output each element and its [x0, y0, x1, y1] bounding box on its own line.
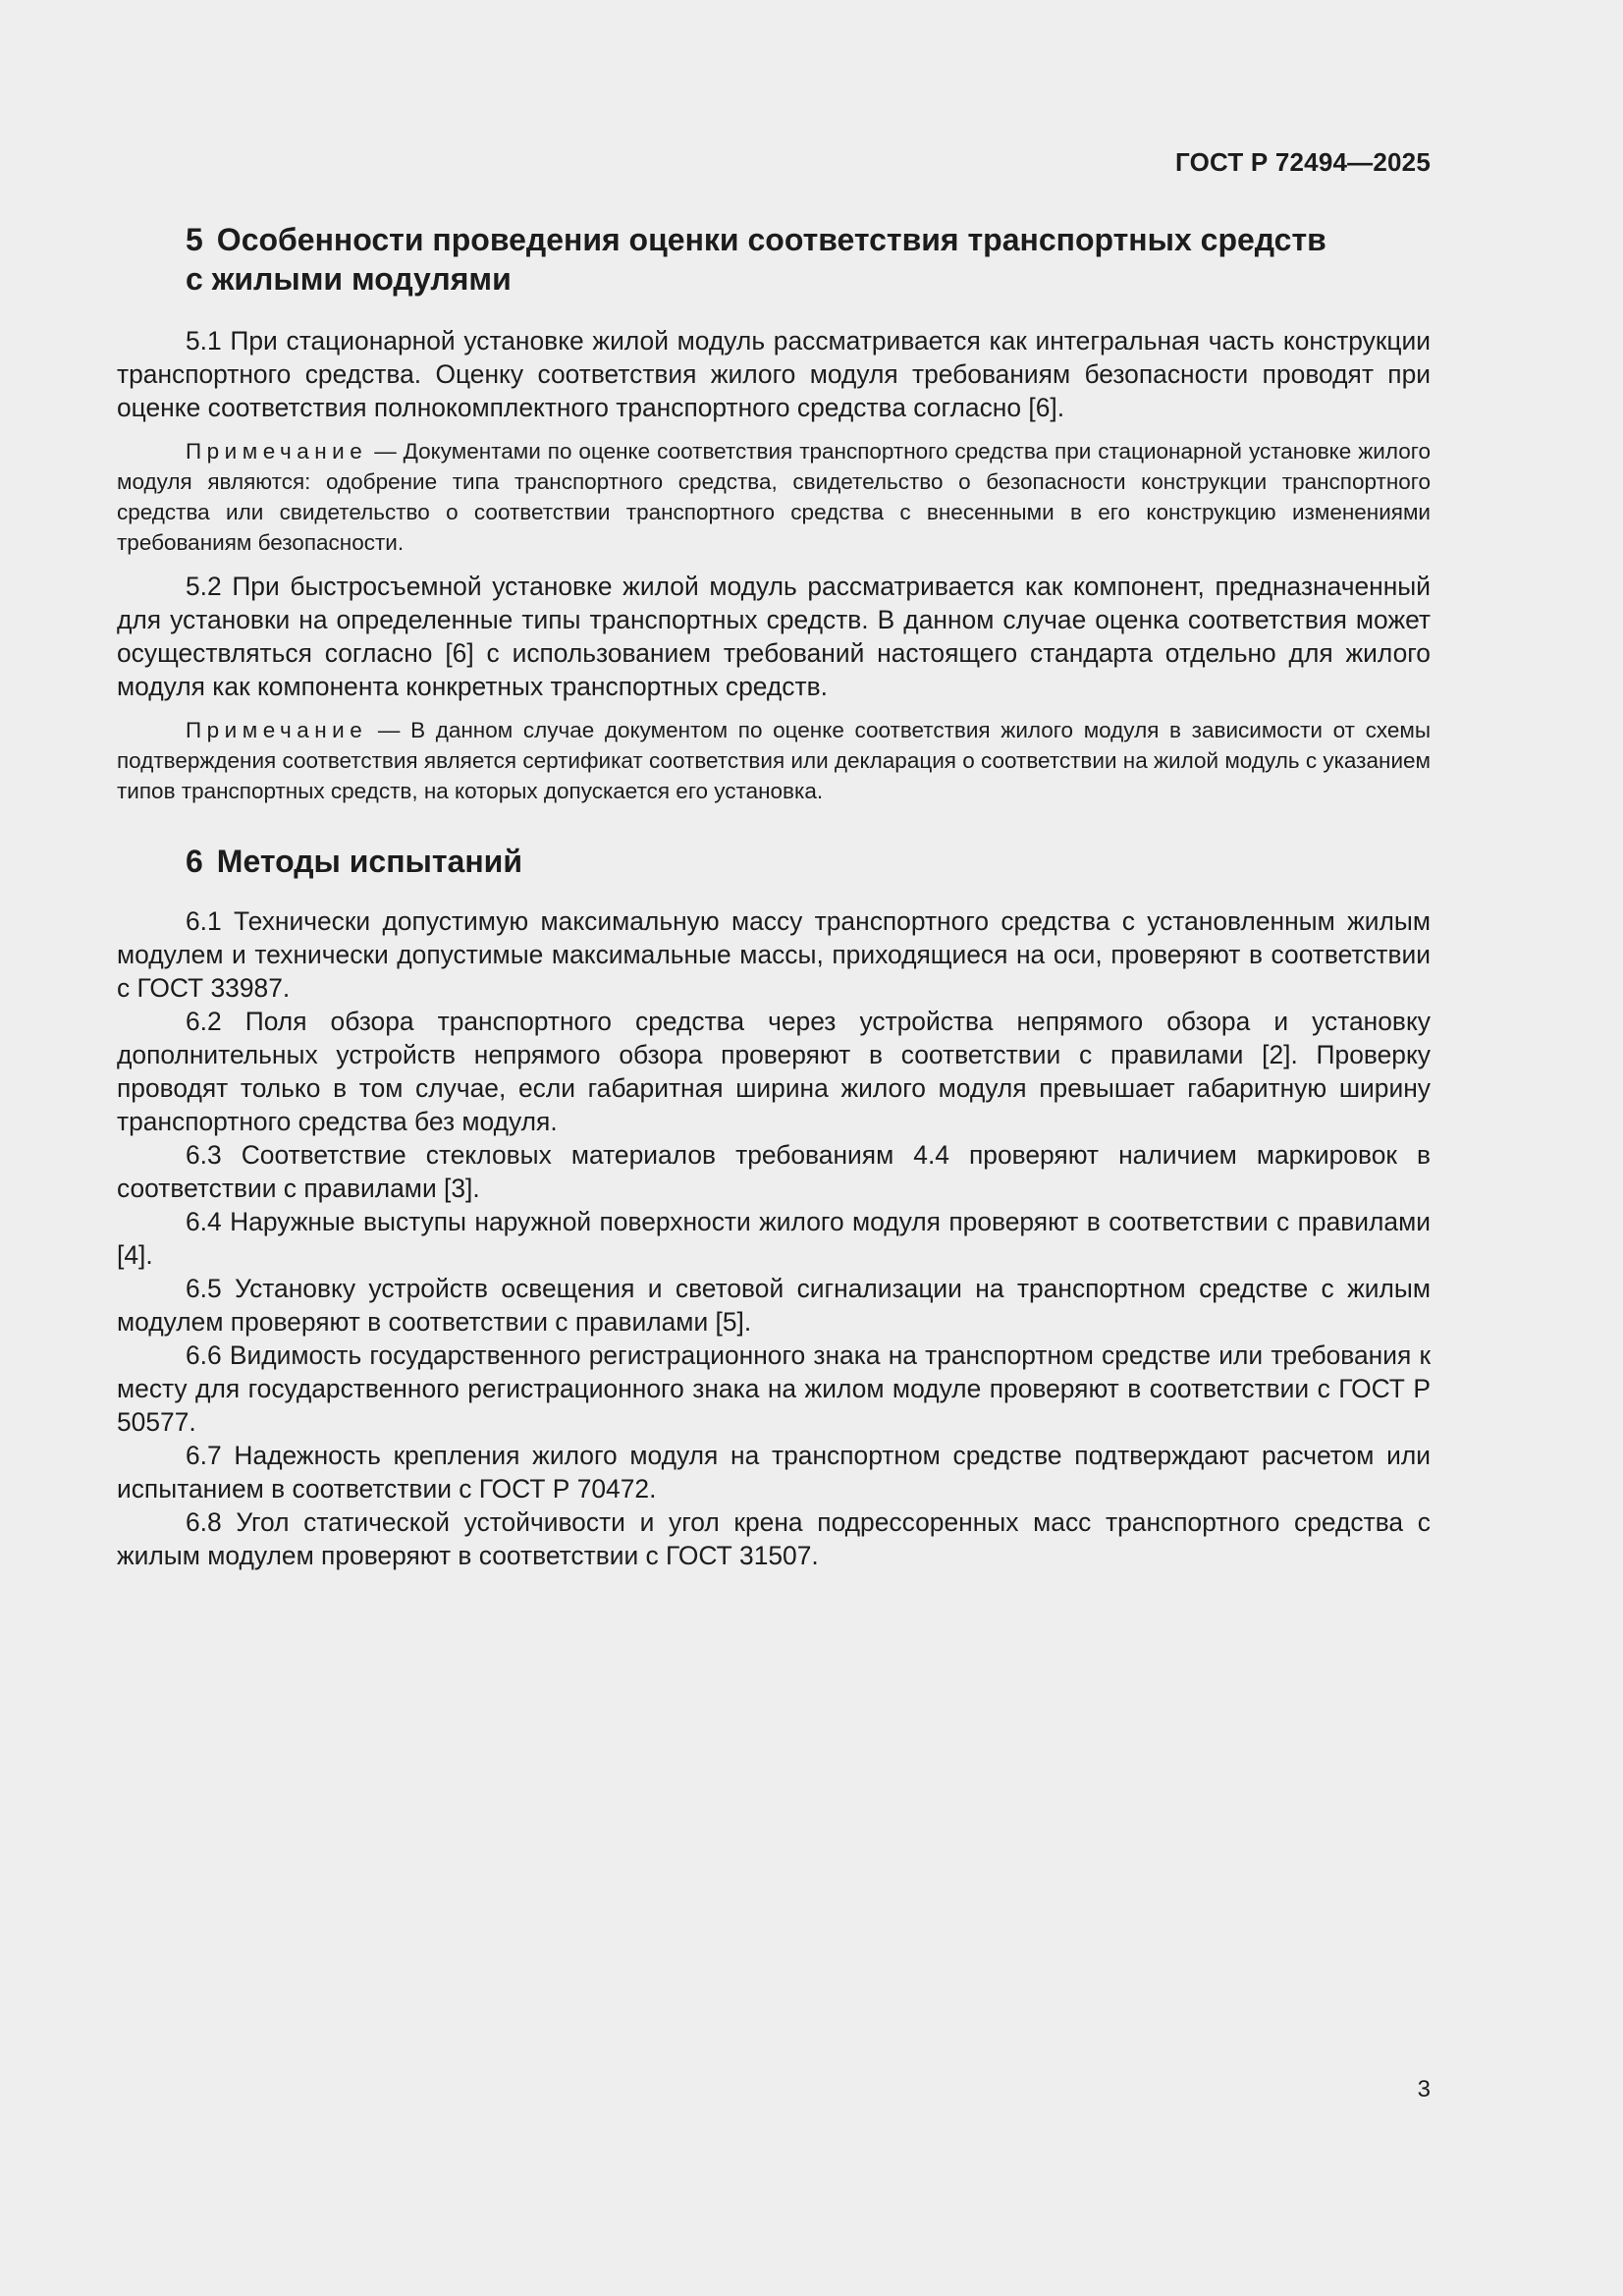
section-6-title: Методы испытаний — [216, 844, 522, 879]
paragraph-6-8: 6.8 Угол статической устойчивости и угол крена подрессоренных масс транспортного средства с жилым модулем проверяют в соответствии с ГОСТ 31507. — [117, 1507, 1431, 1570]
paragraph-6-5: 6.5 Установку устройств освещения и световой сигнализации на транспортном средстве с жилым модулем проверяют в соответствии с правилами [5]. — [117, 1274, 1431, 1337]
note-1-text: — Документами по оценке соответствия транспортного средства при стационарной установке жилого модуля являются: одобрение типа транспортного средства, свидетельство о безопасности конструкции транспортного средства или свидетельство о соответствии транспортного средства с внесенными в его конструкцию изменениями требованиям безопасности. — [117, 439, 1431, 555]
paragraph-5-1: 5.1 При стационарной установке жилой модуль рассматривается как интегральная часть конструкции транспортного средства. Оценку соответствия жилого модуля требованиям безопасности проводят при оценке соответствия полнокомплектного транспортного средства согласно [6]. — [117, 326, 1431, 422]
note-2-label: Примечание — [186, 718, 368, 742]
note-1-label: Примечание — [186, 439, 368, 464]
paragraph-6-1: 6.1 Технически допустимую максимальную массу транспортного средства с установленным жилым модулем и технически допустимые максимальные массы, приходящиеся на оси, проверяют в соответствии с ГОСТ 33987. — [117, 906, 1431, 1003]
paragraph-5-2: 5.2 При быстросъемной установке жилой модуль рассматривается как компонент, предназначенный для установки на определенные типы транспортных средств. В данном случае оценка соответствия может осуществляться согласно [6] с использованием требований настоящего стандарта отдельно для жилого модуля как компонента конкретных транспортных средств. — [117, 572, 1431, 701]
note-2 — [117, 715, 1431, 806]
note-2-text: — В данном случае документом по оценке соответствия жилого модуля в зависимости от схемы подтверждения соответствия является сертификат соответствия или декларация о соответствии на жилой модуль с указанием типов транспортных средств, на которых допускается его установка. — [117, 718, 1431, 803]
note-1 — [117, 436, 1431, 558]
paragraph-6-7: 6.7 Надежность крепления жилого модуля на транспортном средстве подтверждают расчетом или испытанием в соответствии с ГОСТ Р 70472. — [117, 1441, 1431, 1503]
section-6-heading — [117, 842, 1431, 881]
section-5-title-line1: Особенности проведения оценки соответствия транспортных средств — [216, 222, 1326, 257]
paragraph-6-3: 6.3 Соответствие стекловых материалов требованиям 4.4 проверяют наличием маркировок в соответствии с правилами [3]. — [117, 1140, 1431, 1203]
paragraph-6-2: 6.2 Поля обзора транспортного средства через устройства непрямого обзора и установку дополнительных устройств непрямого обзора проверяют в соответствии с правилами [2]. Проверку проводят только в том случае, если габаритная ширина жилого модуля превышает габаритную ширину транспортного средства без модуля. — [117, 1007, 1431, 1136]
paragraph-6-6: 6.6 Видимость государственного регистрационного знака на транспортном средстве или требования к месту для государственного регистрационного знака на жилом модуле проверяют в соответствии с ГОСТ Р 50577. — [117, 1340, 1431, 1437]
document-code: ГОСТ Р 72494—2025 — [1175, 147, 1431, 177]
section-5-number: 5 — [186, 222, 203, 257]
section-6-number: 6 — [186, 844, 203, 879]
section-5-heading — [117, 220, 1431, 299]
section-5-title-line2: с жилыми модулями — [186, 261, 512, 297]
page-number: 3 — [1417, 2076, 1431, 2103]
page-content — [117, 220, 1431, 1572]
paragraph-6-4: 6.4 Наружные выступы наружной поверхности жилого модуля проверяют в соответствии с правилами [4]. — [117, 1207, 1431, 1270]
